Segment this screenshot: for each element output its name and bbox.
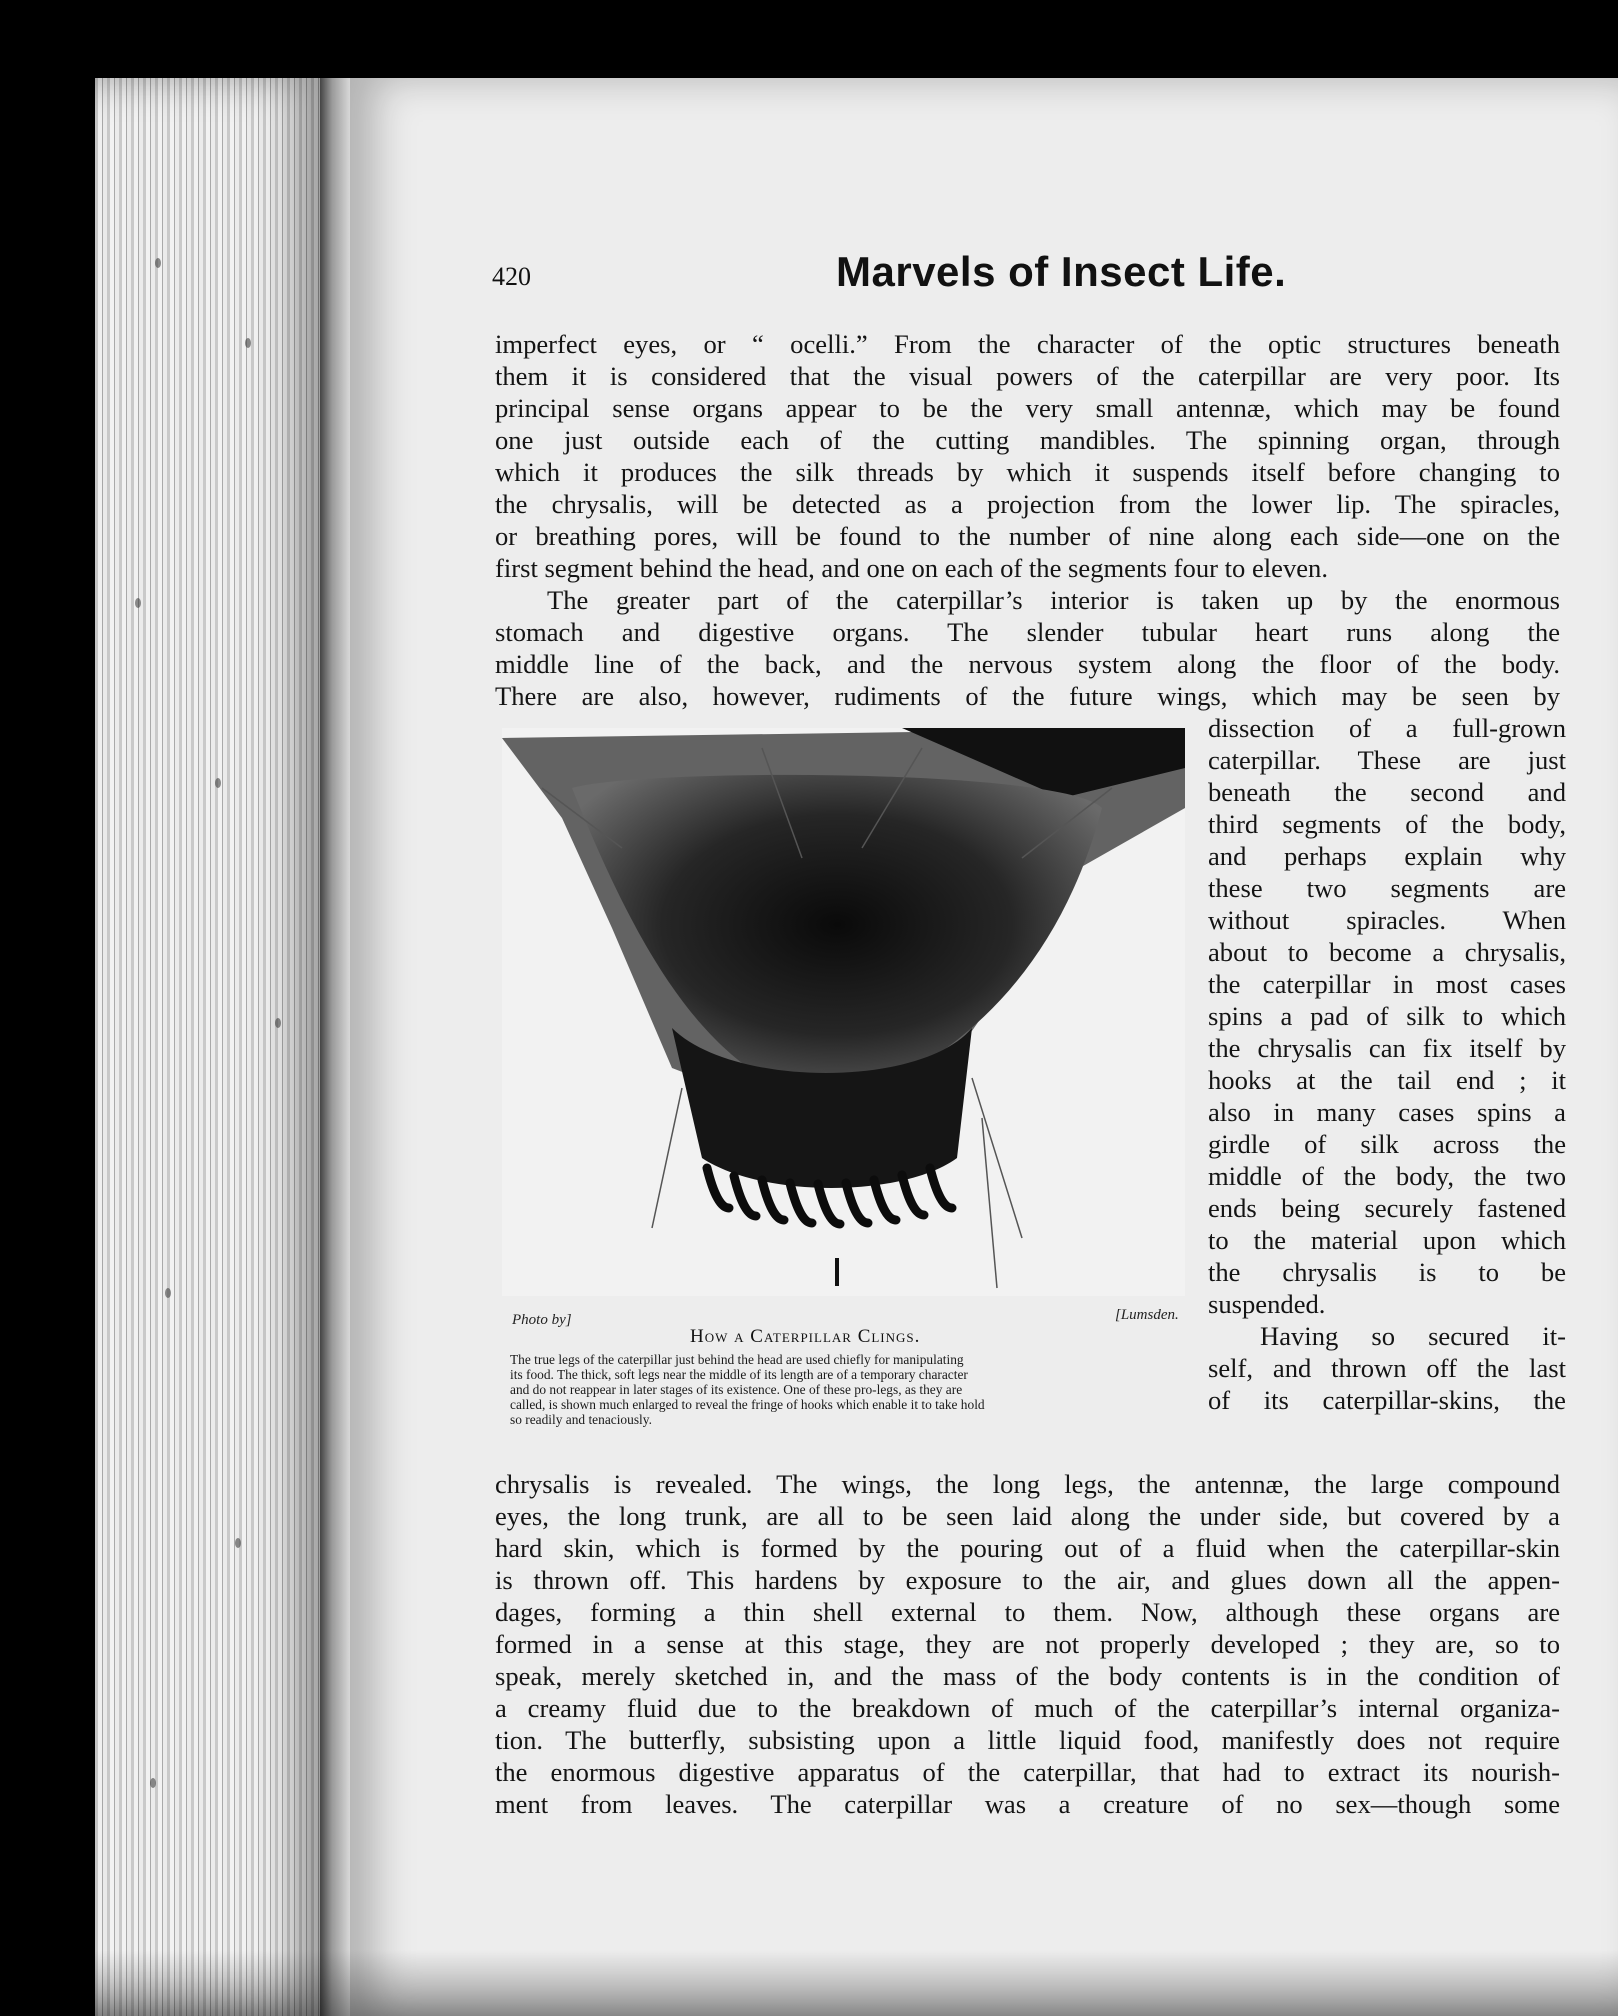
- text-line: is thrown off. This hardens by exposure to the air, and glues down all the appen-: [495, 1565, 1560, 1595]
- side-column-text: [1208, 712, 1566, 1416]
- text-line: stomach and digestive organs. The slender tubular heart runs along the: [495, 617, 1560, 647]
- page-number: 420: [492, 262, 531, 291]
- text-line: ment from leaves. The caterpillar was a creature of no sex—though some: [495, 1789, 1560, 1819]
- text-line: the chrysalis can fix itself by: [1208, 1033, 1566, 1063]
- figure-caption: [510, 1352, 1190, 1427]
- text-line: to the material upon which: [1208, 1225, 1566, 1255]
- text-line: hooks at the tail end ; it: [1208, 1065, 1566, 1095]
- text-line: beneath the second and: [1208, 777, 1566, 807]
- caption-line: and do not reappear in later stages of its existence. One of these pro-legs, as they are: [510, 1382, 963, 1397]
- text-line: dissection of a full-grown: [1208, 713, 1566, 743]
- text-line: or breathing pores, will be found to the number of nine along each side—one on the: [495, 521, 1560, 551]
- text-line: third segments of the body,: [1208, 809, 1566, 839]
- text-line: dages, forming a thin shell external to them. Now, although these organs are: [495, 1597, 1560, 1627]
- text-line: also in many cases spins a: [1208, 1097, 1566, 1127]
- text-line: Having so secured it-: [1260, 1321, 1566, 1351]
- text-line: one just outside each of the cutting mandibles. The spinning organ, through: [495, 425, 1560, 455]
- figure-title: How a Caterpillar Clings.: [690, 1326, 921, 1347]
- photo-credit-label: Photo by]: [512, 1312, 572, 1328]
- caterpillar-proleg-image: [502, 728, 1185, 1296]
- text-line: and perhaps explain why: [1208, 841, 1566, 871]
- paragraph-3: [495, 1468, 1560, 1820]
- text-line: these two segments are: [1208, 873, 1566, 903]
- caption-line: The true legs of the caterpillar just behind the head are used chiefly for manipulating: [510, 1352, 964, 1367]
- text-line: the chrysalis is to be: [1208, 1257, 1566, 1287]
- text-line: them it is considered that the visual powers of the caterpillar are very poor. Its: [495, 361, 1560, 391]
- photographer-name: [Lumsden.: [1115, 1307, 1179, 1323]
- text-line: middle of the body, the two: [1208, 1161, 1566, 1191]
- caption-line: called, is shown much enlarged to reveal the fringe of hooks which enable it to take hold: [510, 1397, 985, 1412]
- page-bottom-shadow: [95, 1950, 1618, 2016]
- text-line: the enormous digestive apparatus of the caterpillar, that had to extract its nourish-: [495, 1757, 1560, 1787]
- text-line: chrysalis is revealed. The wings, the long legs, the antennæ, the large compound: [495, 1469, 1560, 1499]
- text-line: about to become a chrysalis,: [1208, 937, 1566, 967]
- text-line: There are also, however, rudiments of the future wings, which may be seen by: [495, 681, 1560, 711]
- paragraph-1: [495, 328, 1560, 584]
- text-line: eyes, the long trunk, are all to be seen laid along the under side, but covered by a: [495, 1501, 1560, 1531]
- caption-line: so readily and tenaciously.: [510, 1412, 652, 1427]
- text-line: spins a pad of silk to which: [1208, 1001, 1566, 1031]
- text-line: speak, merely sketched in, and the mass of the body contents is in the condition of: [495, 1661, 1560, 1691]
- text-line: without spiracles. When: [1208, 905, 1566, 935]
- text-line: of its caterpillar-skins, the: [1208, 1385, 1566, 1415]
- text-line: the caterpillar in most cases: [1208, 969, 1566, 999]
- caterpillar-photo: [502, 728, 1185, 1296]
- text-line: caterpillar. These are just: [1208, 745, 1566, 775]
- text-line: The greater part of the caterpillar’s interior is taken up by the enormous: [547, 585, 1560, 615]
- text-line: a creamy fluid due to the breakdown of much of the caterpillar’s internal organiza-: [495, 1693, 1560, 1723]
- text-line: formed in a sense at this stage, they are not properly developed ; they are, so to: [495, 1629, 1560, 1659]
- text-line: hard skin, which is formed by the pouring out of a fluid when the caterpillar-skin: [495, 1533, 1560, 1563]
- text-line: the chrysalis, will be detected as a projection from the lower lip. The spiracles,: [495, 489, 1560, 519]
- text-line: middle line of the back, and the nervous system along the floor of the body.: [495, 649, 1560, 679]
- text-line: ends being securely fastened: [1208, 1193, 1566, 1223]
- paragraph-2: [495, 584, 1560, 712]
- caption-line: its food. The thick, soft legs near the middle of its length are of a temporary character: [510, 1367, 968, 1382]
- page-edges: [95, 78, 325, 2016]
- running-title: Marvels of Insect Life.: [836, 248, 1287, 295]
- text-line: tion. The butterfly, subsisting upon a little liquid food, manifestly does not require: [495, 1725, 1560, 1755]
- text-line: girdle of silk across the: [1208, 1129, 1566, 1159]
- text-line: principal sense organs appear to be the very small antennæ, which may be found: [495, 393, 1560, 423]
- text-line: suspended.: [1208, 1289, 1326, 1319]
- text-line: which it produces the silk threads by which it suspends itself before changing to: [495, 457, 1560, 487]
- text-line: self, and thrown off the last: [1208, 1353, 1566, 1383]
- book-gutter: [320, 78, 350, 2016]
- text-line: first segment behind the head, and one on each of the segments four to eleven.: [495, 553, 1329, 583]
- text-line: imperfect eyes, or “ ocelli.” From the character of the optic structures beneath: [495, 329, 1560, 359]
